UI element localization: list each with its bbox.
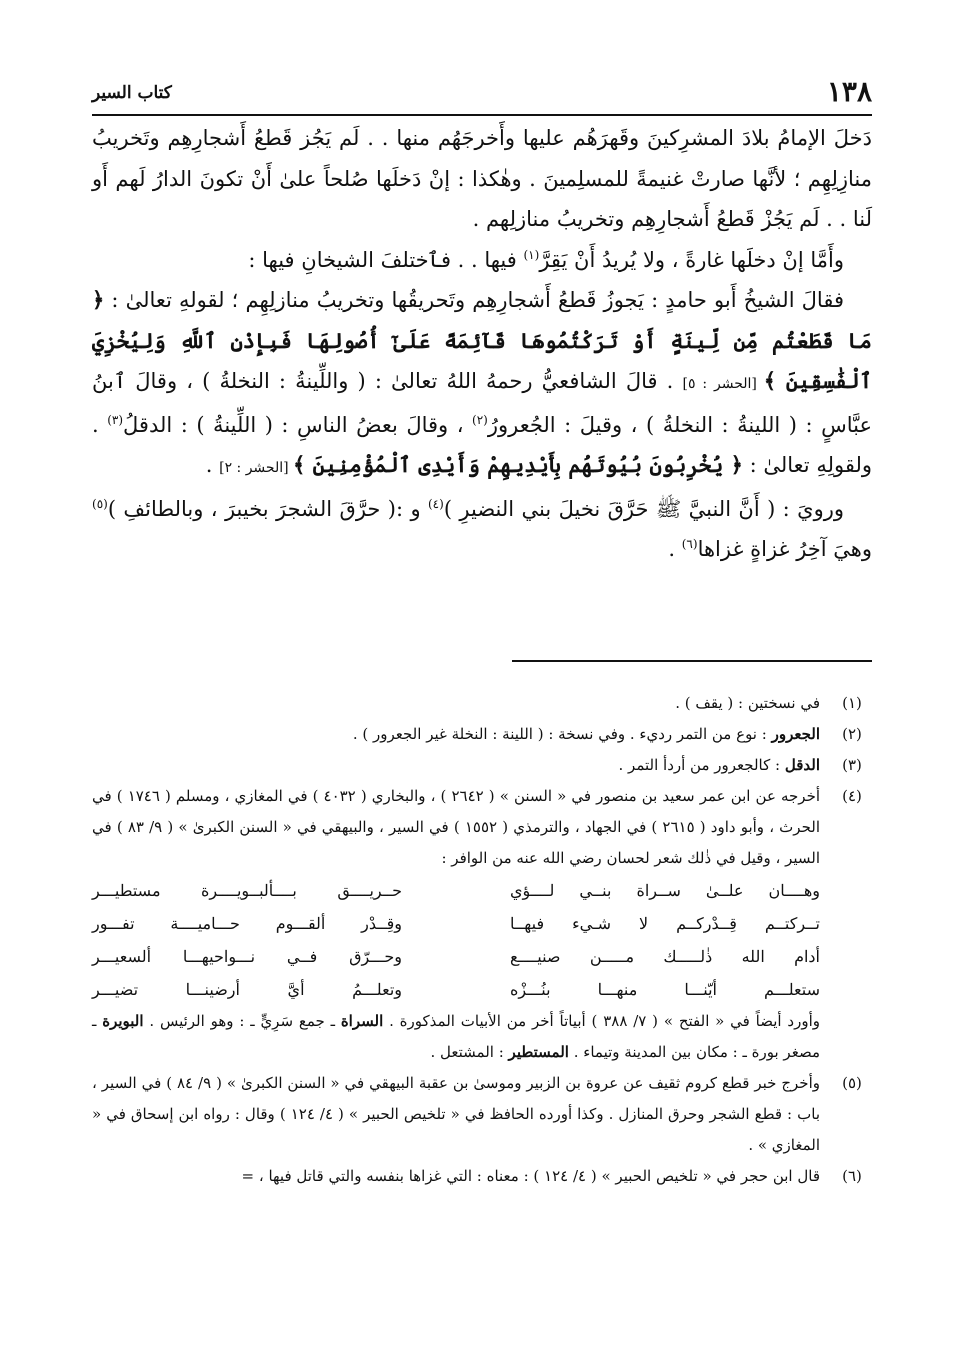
text-run: ـ جمع سَرِيٍّ ـ : وهو الرئيس . xyxy=(143,1012,341,1030)
footnote-separator xyxy=(512,660,872,662)
poem-verse xyxy=(92,940,820,973)
quran-verse: ﴿ مَا قَطَعْتُم مِّن لِّينَةٍ أَوْ تَرَكْتُمُوهَا قَآئِمَةً عَلَىٰٓ أُصُولِهَا فَبِإِذْنِ ٱللَّهِ وَلِيُخْزِيَ ٱلْفَٰسِقِينَ ﴾ xyxy=(92,287,873,393)
footnotes xyxy=(92,688,872,1192)
paragraph-3 xyxy=(92,280,872,489)
text-run: : المشتعل . xyxy=(430,1043,509,1061)
paragraph-2 xyxy=(92,240,872,281)
poem-first-hemistich: ستعلـــم أيّنـــا منهـــا بنُـــزْه xyxy=(510,980,820,999)
footnote-marker: (٢) xyxy=(472,412,488,427)
poem-second-hemistich: وحـــرّق فــي نـــواحيهـــا ألسعيـــر xyxy=(92,947,402,966)
poem-first-hemistich: وهــــان علــىٰ ســراة بنــي لــــؤي xyxy=(510,881,820,900)
paragraph-4 xyxy=(92,489,872,570)
header-rule xyxy=(92,114,872,116)
quran-verse: ﴿ يُخْرِبُونَ بُيُوتَهُم بِأَيْدِيهِمْ وَأَيْدِى ٱلْمُؤْمِنِينَ ﴾ xyxy=(293,452,743,477)
footnote-marker: (٤) xyxy=(427,496,444,511)
text-run: . xyxy=(205,453,220,477)
text-run: وأَمَّا إنْ دخلَها غارةً ، ولا يُريدُ أَنْ يَقِرَّ xyxy=(539,247,844,272)
text-run: وهيَ آخِرُ غزاةٍ غزاها xyxy=(697,537,872,561)
text-run: : نوع من التمر رديء . وفي نسخة : ( اللينة : النخلة غير الجعرور ) . xyxy=(352,725,772,743)
footnote-4 xyxy=(92,781,872,874)
footnote-2 xyxy=(92,719,872,750)
term: الدقل xyxy=(784,756,820,774)
footnote-marker: (٥) xyxy=(92,496,108,511)
page-number: ١٣٨ xyxy=(826,75,872,108)
poem-second-hemistich: حــريــــق بــــألبــويــــرة مستطيـــر xyxy=(92,881,402,900)
term: الجعرور xyxy=(771,725,820,743)
text-run: فيها . . فٱختلفَ الشيخانِ فيها : xyxy=(248,247,524,272)
text-run: . xyxy=(668,537,682,561)
footnote-number: (١) xyxy=(842,694,862,712)
footnote-marker: (٣) xyxy=(107,412,124,427)
term: السراة xyxy=(340,1012,384,1030)
paragraph-1: دَخلَ الإمامُ بلادَ المشرِكينَ وقَهرَهُم عليها وأَخرجَهُم منها . . لَم يَجُز قَطعُ أَشجارِهِم وتَخريبُ منازِلِهِم ؛ لأنَّها صارتْ غنيمةً للمسلِمينَ . وهٰكذا : إنْ دَخلَها صُلحاً علىٰ أَنْ تكونَ الدارُ لَهم أَو لَنا . . لَم يَجُزْ قَطعُ أَشجارِهِم وتخريبُ منازلِهم . xyxy=(92,126,872,231)
poem-second-hemistich: وقِــدْر ألقـــوم حـــاميــــة تفـــور xyxy=(92,914,402,933)
footnote-number: (٦) xyxy=(842,1167,862,1185)
text-run: : كالجعرور من أردأ التمر . xyxy=(618,756,785,774)
poem xyxy=(92,874,872,1006)
term: المستطير xyxy=(508,1043,569,1061)
verse-reference: [الحشر : ٥] xyxy=(682,376,764,392)
footnote-1 xyxy=(92,688,872,719)
footnote-marker: (١) xyxy=(523,247,540,262)
footnote-number: (٣) xyxy=(842,756,862,774)
footnote-5 xyxy=(92,1068,872,1161)
footnote-text xyxy=(92,1012,820,1061)
main-text xyxy=(92,118,872,570)
text-run: ، وقالَ بعضُ الناسِ : ( اللِّينةُ ) : الدقلُ xyxy=(123,412,473,437)
poem-verse xyxy=(92,907,820,940)
verse-reference: [الحشر : ٢] xyxy=(219,460,294,476)
text-run: . قالَ الشافعيُّ رحمهُ اللهُ تعالىٰ : ( واللِّينةُ : النخلةُ ) ، وقالَ ٱبنُ عبَّاسٍ : ( اللينةُ : النخلةُ ) ، وقيلَ : الجُعرورُ xyxy=(92,369,872,437)
text-run: . ولقولِهِ تعالىٰ : xyxy=(92,412,872,477)
page-header xyxy=(92,72,872,112)
footnote-text: في نسختين : ( يقف ) . xyxy=(675,694,820,712)
footnote-4-continuation xyxy=(92,1006,872,1068)
footnote-3 xyxy=(92,750,872,781)
footnote-text xyxy=(619,756,820,774)
footnote-text: قال ابن حجر في « تلخيص الحبير » ( ٤/ ١٢٤ ) : معناه : التي غزاها بنفسه والتي قاتل فيها ، = xyxy=(241,1167,820,1185)
poem-first-hemistich: تــركتــم قِــدْركــم لا شـيء فيهــا xyxy=(510,914,820,933)
poem-verse xyxy=(92,874,820,907)
text-run: وأورد أيضاً في « الفتح » ( ٧/ ٣٨٨ ) أبياتاً أخر من الأبيات المذكورة . xyxy=(383,1012,820,1030)
footnote-text: أخرجه عن ابن عمر سعيد بن منصور في « السنن » ( ٢٦٤٢ ) ، والبخاري ( ٤٠٣٢ ) في المغازي ، ومسلم ( ١٧٤٦ ) في الحرث ، وأبو داود ( ٢٦١٥ ) في الجهاد ، والترمذي ( ١٥٥٢ ) في السير ، والبيهقي في « السنن الكبرىٰ » ( ٩/ ٨٣ ) في السير ، وقيل في ذٰلك شعر لحسان رضي الله عنه من الوافر : xyxy=(92,787,821,867)
text-run: فقالَ الشيخُ أَبو حامدٍ : يَجوزُ قَطعُ أَشجارِهِم وتَحريقُها وتخريبُ منازلِهِم ؛ لقولهِ تعالىٰ : xyxy=(104,288,844,312)
footnote-number: (٥) xyxy=(842,1074,862,1092)
footnote-number: (٤) xyxy=(842,787,862,805)
footnote-number: (٢) xyxy=(842,725,862,743)
footnote-marker: (٦) xyxy=(681,537,698,551)
poem-verse xyxy=(92,973,820,1006)
poem-first-hemistich: أدام الله ذٰلـــــك مـــــن صنيــــع xyxy=(510,947,820,966)
poem-second-hemistich: وتعلـــمُ أيَّ أرضينـــا تضيـــر xyxy=(92,980,402,999)
footnote-text xyxy=(353,725,820,743)
footnote-6 xyxy=(92,1161,872,1192)
text-run: ورويَ : ( أَنَّ النبيَّ ﷺ حَرَّقَ نخيلَ بني النضيرِ ) xyxy=(443,496,844,521)
text-run: ـ مصغر بورة ـ : مكان بين المدينة وتيماء . xyxy=(92,1012,820,1061)
running-title: كتاب السير xyxy=(92,83,172,103)
text-run: و :( حرَّقَ الشجرَ بخيبرَ ، وبالطائفِ ) xyxy=(107,496,428,521)
footnote-text: وأخرج خبر قطع كروم ثقيف عن عروة بن الزبير وموسىٰ بن عقبة البيهقي في « السنن الكبرىٰ » ( ٩/ ٨٤ ) في السير ، باب : قطع الشجر وحرق المنازل . وكذا أورده الحافظ في « تلخيص الحبير » ( ٤/ ١٢٤ ) وقال : رواه ابن إسحاق في « المغازي » . xyxy=(92,1074,821,1154)
term: البويرة xyxy=(102,1012,144,1030)
